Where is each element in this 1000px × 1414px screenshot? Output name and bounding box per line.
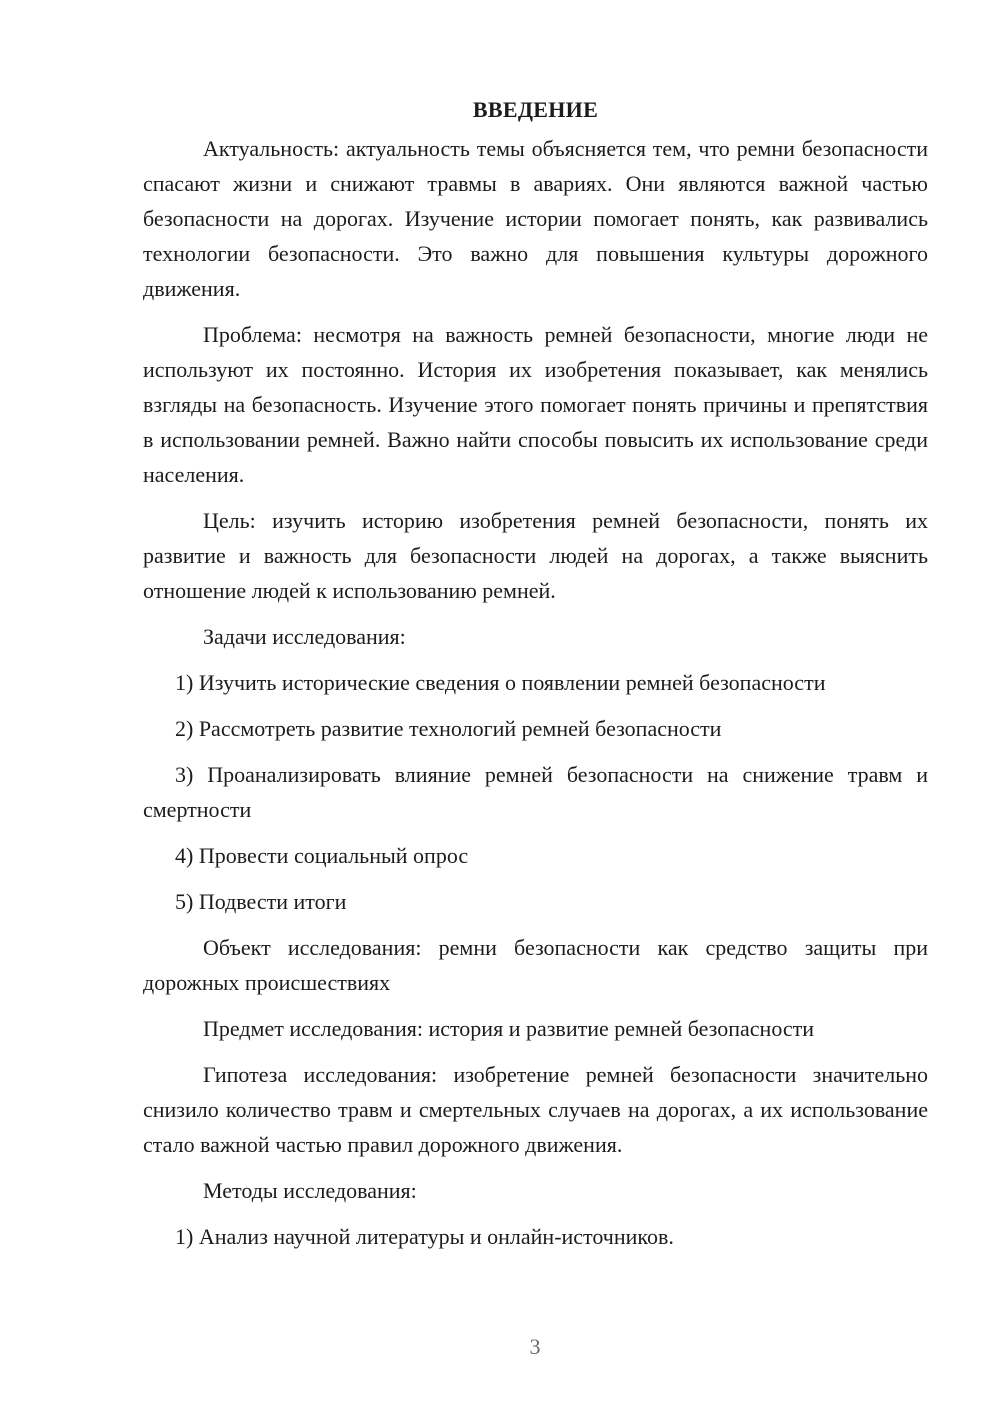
task-item: 4) Провести социальный опрос [175,843,469,868]
tasks-heading: Задачи исследования: [203,624,406,649]
task-item: 2) Рассмотреть развитие технологий ремней безопасности [175,716,722,741]
task-item: 5) Подвести итоги [175,889,347,914]
relevance-paragraph: Актуальность: актуальность темы объясняется тем, что ремни безопасности спасают жизни и снижают травмы в авариях. Они являются важной частью безопасности на дорогах. Изучение истории помогает понять, как развивались технологии безопасности. Это важно для повышения культуры дорожного движения. [143,136,928,301]
methods-heading: Методы исследования: [203,1178,417,1203]
problem-paragraph: Проблема: несмотря на важность ремней безопасности, многие люди не используют их постоянно. История их изобретения показывает, как менялись взгляды на безопасность. Изучение этого помогает понять причины и препятствия в использовании ремней. Важно найти способы повысить их использование среди населения. [143,322,928,487]
task-item: 1) Изучить исторические сведения о появлении ремней безопасности [175,670,826,695]
hypothesis-paragraph: Гипотеза исследования: изобретение ремней безопасности значительно снизило количество травм и смертельных случаев на дорогах, а их использование стало важной частью правил дорожного движения. [143,1062,928,1157]
object-paragraph: Объект исследования: ремни безопасности как средство защиты при дорожных происшествиях [143,935,928,995]
subject-paragraph: Предмет исследования: история и развитие ремней безопасности [203,1016,815,1041]
goal-paragraph: Цель: изучить историю изобретения ремней безопасности, понять их развитие и важность для безопасности людей на дорогах, а также выяснить отношение людей к использованию ремней. [143,508,928,603]
page-number: 3 [529,1334,541,1359]
method-item: 1) Анализ научной литературы и онлайн-источников. [175,1224,674,1249]
section-title: ВВЕДЕНИЕ [472,97,599,122]
document-page [143,92,928,1265]
task-item: 3) Проанализировать влияние ремней безопасности на снижение травм и смертности [143,762,928,822]
